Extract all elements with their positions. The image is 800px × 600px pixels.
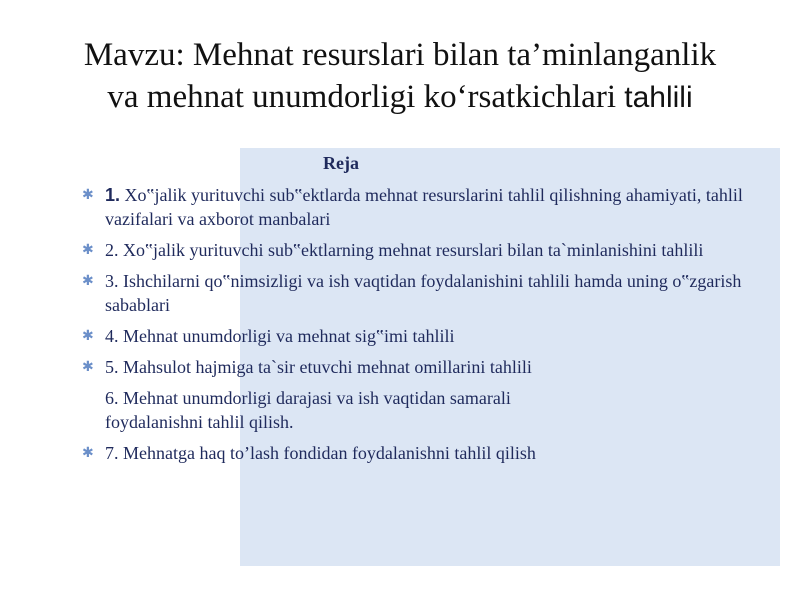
item-text: 2. Xo‟jalik yurituvchi sub‟ektlarning mehnat resurslari bilan ta`minlanishini tahlili [105,240,704,260]
item-text-line-2: foydalanishni tahlil qilish. [105,412,294,432]
list-item [82,386,772,434]
title-line-2 [40,76,760,119]
asterisk-bullet-icon: ✱ [82,242,94,258]
list-item [82,238,772,262]
list-item [82,324,772,348]
asterisk-bullet-icon: ✱ [82,445,94,461]
title-line-2-prefix: va mehnat unumdorligi ko‘rsatkichlari [107,79,625,115]
item-number: 1. [105,185,121,205]
list-item [82,183,772,231]
list-item [82,441,772,465]
title-line-2-suffix: tahlili [624,81,693,114]
item-text-line-1: 6. Mehnat unumdorligi darajasi va ish vaqtidan samarali [105,388,511,408]
item-text: 3. Ishchilarni qo‟nimsizligi va ish vaqtidan foydalanishini tahlili hamda uning o‟zgarish sabablari [105,271,742,315]
asterisk-bullet-icon: ✱ [82,187,94,203]
item-text: 5. Mahsulot hajmiga ta`sir etuvchi mehnat omillarini tahlili [105,357,532,377]
list-item [82,355,772,379]
asterisk-bullet-icon: ✱ [82,273,94,289]
item-text: Xo‟jalik yurituvchi sub‟ektlarda mehnat resurslarini tahlil qilishning ahamiyati, tahlil vazifalari va axborot manbalari [105,185,743,229]
item-text: 4. Mehnat unumdorligi va mehnat sig‟imi tahlili [105,326,455,346]
plan-heading: Reja [323,153,359,173]
slide-title [40,34,760,119]
list-item [82,269,772,317]
item-text: 7. Mehnatga haq to’lash fondidan foydalanishni tahlil qilish [105,443,536,463]
asterisk-bullet-icon: ✱ [82,328,94,344]
asterisk-bullet-icon: ✱ [82,359,94,375]
title-line-1: Mavzu: Mehnat resurslari bilan ta’minlanganlik [83,37,717,73]
plan-list [82,183,772,472]
